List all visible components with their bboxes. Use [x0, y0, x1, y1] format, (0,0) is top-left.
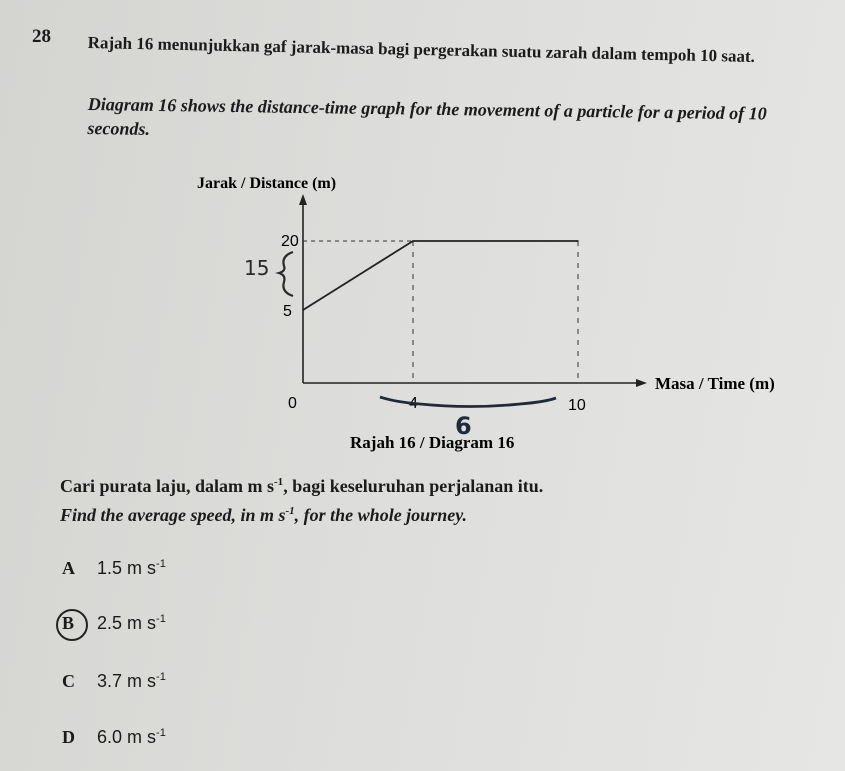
y-tick-label: 5: [283, 303, 292, 320]
prompt-english: Find the average speed, in m $s^{-1}$, for the whole journey.: [60, 505, 468, 525]
question-number: 28: [32, 26, 51, 47]
question-text-malay: Rajah 16 menunjukkan gaf jarak-masa bagi pergerakan suatu zarah dalam tempoh 10 saat.: [87, 32, 756, 66]
x-tick-label: 4: [409, 395, 418, 412]
x-axis-arrow: [636, 379, 647, 387]
data-point: [577, 240, 579, 242]
data-series-line: [303, 241, 578, 310]
y-axis-label: Jarak / Distance (m): [197, 175, 337, 192]
y-tick-label: 20: [281, 233, 299, 250]
data-point: [412, 240, 414, 242]
prompt-malay: Cari purata laju, dalam m $s^{-1}$, bagi keseluruhan perjalanan itu.: [60, 476, 544, 496]
data-point: [302, 309, 304, 311]
handwritten-curve: [380, 397, 556, 407]
x-tick-label: 0: [288, 395, 297, 412]
figure-caption: Rajah 16 / Diagram 16: [350, 433, 515, 452]
handwritten-annotation: 6: [455, 412, 472, 440]
handwritten-brace: [279, 252, 293, 296]
question-text-english: Diagram 16 shows the distance-time graph for the movement of a particle for a period of 10 seconds.: [87, 93, 767, 139]
handwritten-annotation: 15: [244, 256, 270, 280]
x-tick-label: 10: [568, 397, 586, 414]
x-axis-label: Masa / Time (m): [655, 374, 775, 393]
y-axis-arrow: [299, 194, 307, 205]
